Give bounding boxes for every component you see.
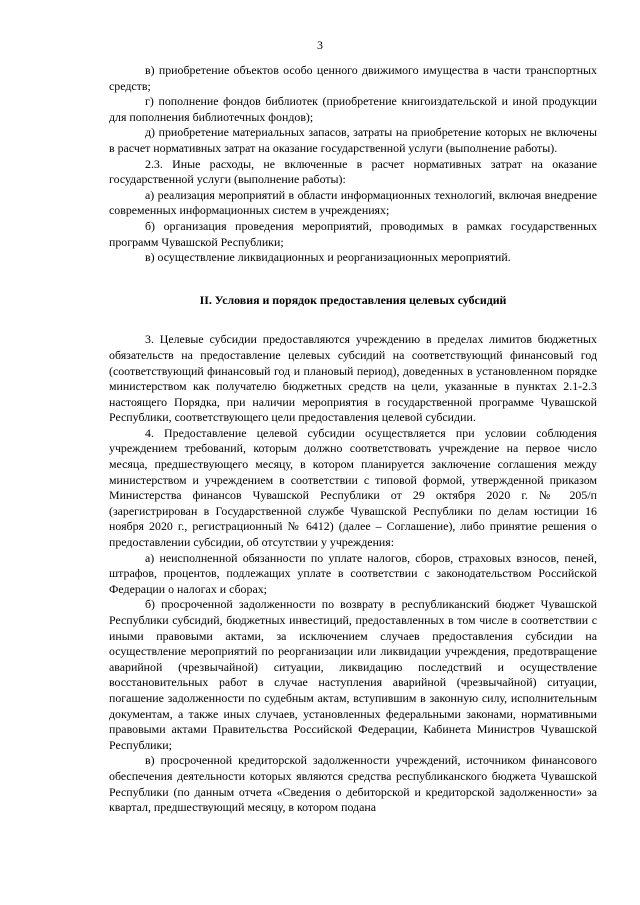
paragraph-item-a-taxes: а) неисполненной обязанности по уплате налогов, сборов, страховых взносов, пеней, штрафов, процентов, подлежащих уплате в соответствии с законодательством Российской Федерации о налогах и сборах;: [109, 550, 597, 596]
paragraph-item-g-libraries: г) пополнение фондов библиотек (приобретение книгоиздательской и иной продукции для пополнения библиотечных фондов);: [109, 94, 597, 124]
paragraph-item-v-creditor-debt: в) просроченной кредиторской задолженности учреждений, источником финансового обеспечения деятельности которых являются средства республиканского бюджета Чувашской Республики (по данным отчета «Сведения о дебиторской и кредиторской задолженности» за квартал, предшествующий месяцу, в котором подана: [109, 753, 597, 815]
paragraph-item-v-liquidation: в) осуществление ликвидационных и реорганизационных мероприятий.: [145, 250, 511, 265]
paragraph-3-subsidy-limits: 3. Целевые субсидии предоставляются учреждению в пределах лимитов бюджетных обязательств на предоставление целевых субсидий на соответствующий финансовый год (соответствующий финансовый год и плановый период), доведенных в установленном порядке министерством как получателю бюджетных средств на цели, указанные в пунктах 2.1-2.3 настоящего Порядка, при наличии мероприятия в государственной программе Чувашской Республики, соответствующего цели предоставления целевой субсидии.: [109, 332, 597, 425]
paragraph-item-a-it: а) реализация мероприятий в области информационных технологий, включая внедрение современных информационных систем в учреждениях;: [109, 187, 597, 218]
paragraph-2-3-other-expenses: 2.3. Иные расходы, не включенные в расчет нормативных затрат на оказание государственной услуги (выполнение работы):: [109, 156, 597, 187]
paragraph-item-b-events: б) организация проведения мероприятий, проводимых в рамках государственных программ Чувашской Республики;: [109, 218, 597, 249]
paragraph-item-v-transport: в) приобретение объектов особо ценного движимого имущества в части транспортных средств;: [109, 63, 597, 93]
page-number: 3: [317, 38, 323, 52]
paragraph-item-d-materials: д) приобретение материальных запасов, затраты на приобретение которых не включены в расчет нормативных затрат на оказание государственной услуги (выполнение работы).: [109, 125, 597, 155]
document-body: [109, 63, 597, 816]
section-heading: II. Условия и порядок предоставления целевых субсидий: [199, 292, 507, 307]
paragraph-item-b-overdue-debt: б) просроченной задолженности по возврату в республиканский бюджет Чувашской Республики субсидий, бюджетных инвестиций, предоставленных в том числе в соответствии с иными правовыми актами, за исключением случаев предоставления субсидии на осуществление мероприятий по реорганизации или ликвидации учреждения, предотвращение аварийной (чрезвычайной) ситуации, ликвидацию последствий и осуществление восстановительных работ в случае наступления аварийной (чрезвычайной) ситуации, погашение задолженности по судебным актам, вступившим в законную силу, исполнительным документам, а также иных случаев, установленных федеральными законами, нормативными правовыми актами Правительства Российской Федерации, Кабинета Министров Чувашской Республики;: [109, 597, 597, 752]
paragraph-4-conditions: 4. Предоставление целевой субсидии осуществляется при условии соблюдения учреждением требований, которым должно соответствовать учреждение на первое число месяца, предшествующего месяцу, в котором планируется заключение соглашения между министерством и учреждением в соответствии с типовой формой, утвержденной приказом Министерства финансов Чувашской Республики от 29 октября 2020 г. № 205/п (зарегистрирован в Государственной службе Чувашской Республики по делам юстиции 16 ноября 2020 г., регистрационный № 6412) (далее – Соглашение), либо принятие решения о предоставлении субсидии, об отсутствии у учреждения:: [109, 425, 597, 550]
